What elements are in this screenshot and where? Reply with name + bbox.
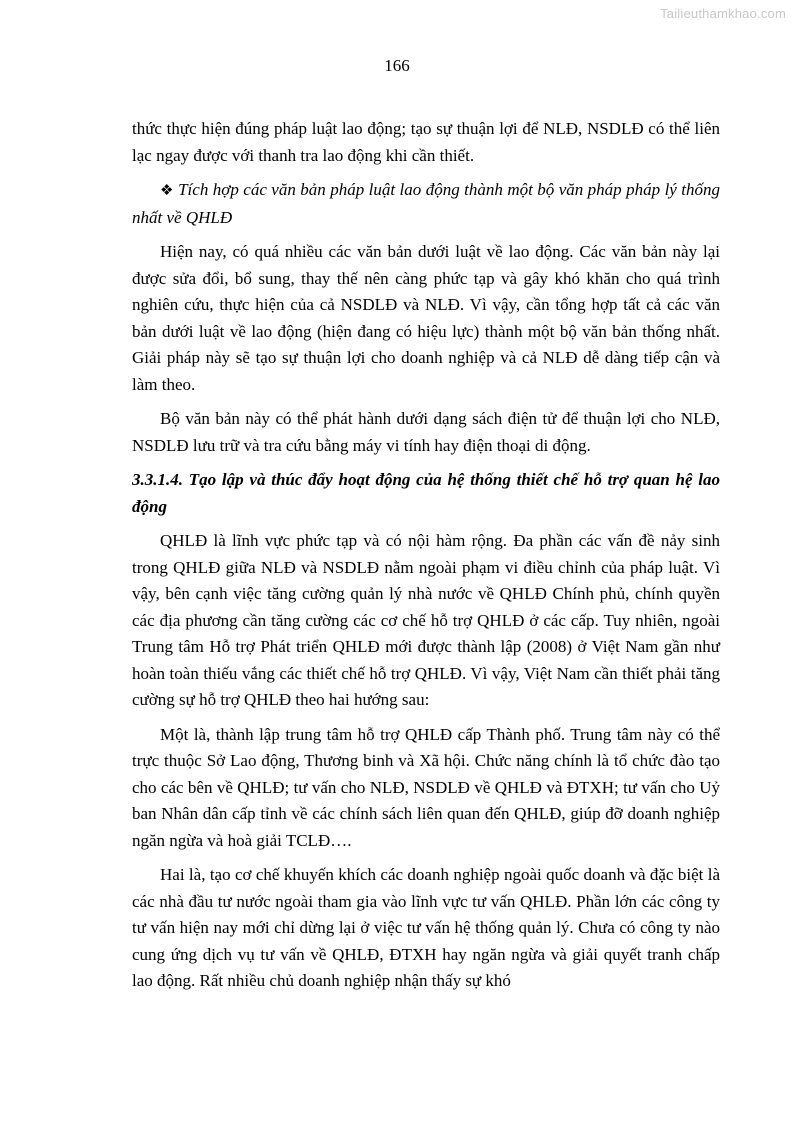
paragraph-3: Bộ văn bản này có thể phát hành dưới dạng sách điện tử để thuận lợi cho NLĐ, NSDLĐ lưu trữ và tra cứu bằng máy vi tính hay điện thoại di động. [132,409,720,455]
paragraph-1: thức thực hiện đúng pháp luật lao động; tạo sự thuận lợi để NLĐ, NSDLĐ có thể liên lạc ngay được với thanh tra lao động khi cần thiết. [132,119,720,165]
paragraph-2: Hiện nay, có quá nhiều các văn bản dưới luật về lao động. Các văn bản này lại được sửa đổi, bổ sung, thay thế nên càng phức tạp và gây khó khăn cho quá trình nghiên cứu, thực hiện của cả NSDLĐ và NLĐ. Vì vậy, cần tổng hợp tất cả các văn bản dưới luật về lao động (hiện đang có hiệu lực) thành một bộ văn bản thống nhất. Giải pháp này sẽ tạo sự thuận lợi cho doanh nghiệp và cả NLĐ dễ dàng tiếp cận và làm theo. [132,242,720,394]
paragraph-5: Một là, thành lập trung tâm hỗ trợ QHLĐ cấp Thành phố. Trung tâm này có thể trực thuộc Sở Lao động, Thương binh và Xã hội. Chức năng chính là tổ chức đào tạo cho các bên về QHLĐ; tư vấn cho NLĐ, NSDLĐ về QHLĐ và ĐTXH; tư vấn cho Uỷ ban Nhân dân cấp tỉnh về các chính sách liên quan đến QHLĐ, giúp đỡ doanh nghiệp ngăn ngừa và hoà giải TCLĐ…. [132,724,720,850]
paragraph-4: QHLĐ là lĩnh vực phức tạp và có nội hàm rộng. Đa phần các vấn đề nảy sinh trong QHLĐ giữa NLĐ và NSDLĐ nằm ngoài phạm vi điều chỉnh của pháp luật. Vì vậy, bên cạnh việc tăng cường quản lý nhà nước về QHLĐ Chính phủ, chính quyền các địa phương cần tăng cường các cơ chế hỗ trợ QHLĐ ở các cấp. Tuy nhiên, ngoài Trung tâm Hỗ trợ Phát triển QHLĐ mới được thành lập (2008) ở Việt Nam gần như hoàn toàn thiếu vắng các thiết chế hỗ trợ QHLĐ. Vì vậy, Việt Nam cần thiết phải tăng cường sự hỗ trợ QHLĐ theo hai hướng sau: [132,531,720,709]
diamond-bullet-icon: ❖ [160,183,174,199]
document-body [132,116,720,1003]
page-number: 166 [384,56,410,75]
subheading-integration [132,177,720,231]
watermark: Tailieuthamkhao.com [660,6,786,21]
paragraph-6: Hai là, tạo cơ chế khuyến khích các doanh nghiệp ngoài quốc doanh và đặc biệt là các nhà đầu tư nước ngoài tham gia vào lĩnh vực tư vấn QHLĐ. Phần lớn các công ty tư vấn hiện nay mới chỉ dừng lại ở việc tư vấn hệ thống quản lý. Chưa có công ty nào cung ứng dịch vụ tư vấn về QHLĐ, ĐTXH hay ngăn ngừa và giải quyết tranh chấp lao động. Rất nhiều chủ doanh nghiệp nhận thấy sự khó [132,865,720,990]
section-heading-3-3-1-4: 3.3.1.4. Tạo lập và thúc đẩy hoạt động của hệ thống thiết chế hỗ trợ quan hệ lao động [132,470,720,516]
subheading-text: Tích hợp các văn bản pháp luật lao động thành một bộ văn pháp pháp lý thống nhất về QHLĐ [132,180,720,227]
